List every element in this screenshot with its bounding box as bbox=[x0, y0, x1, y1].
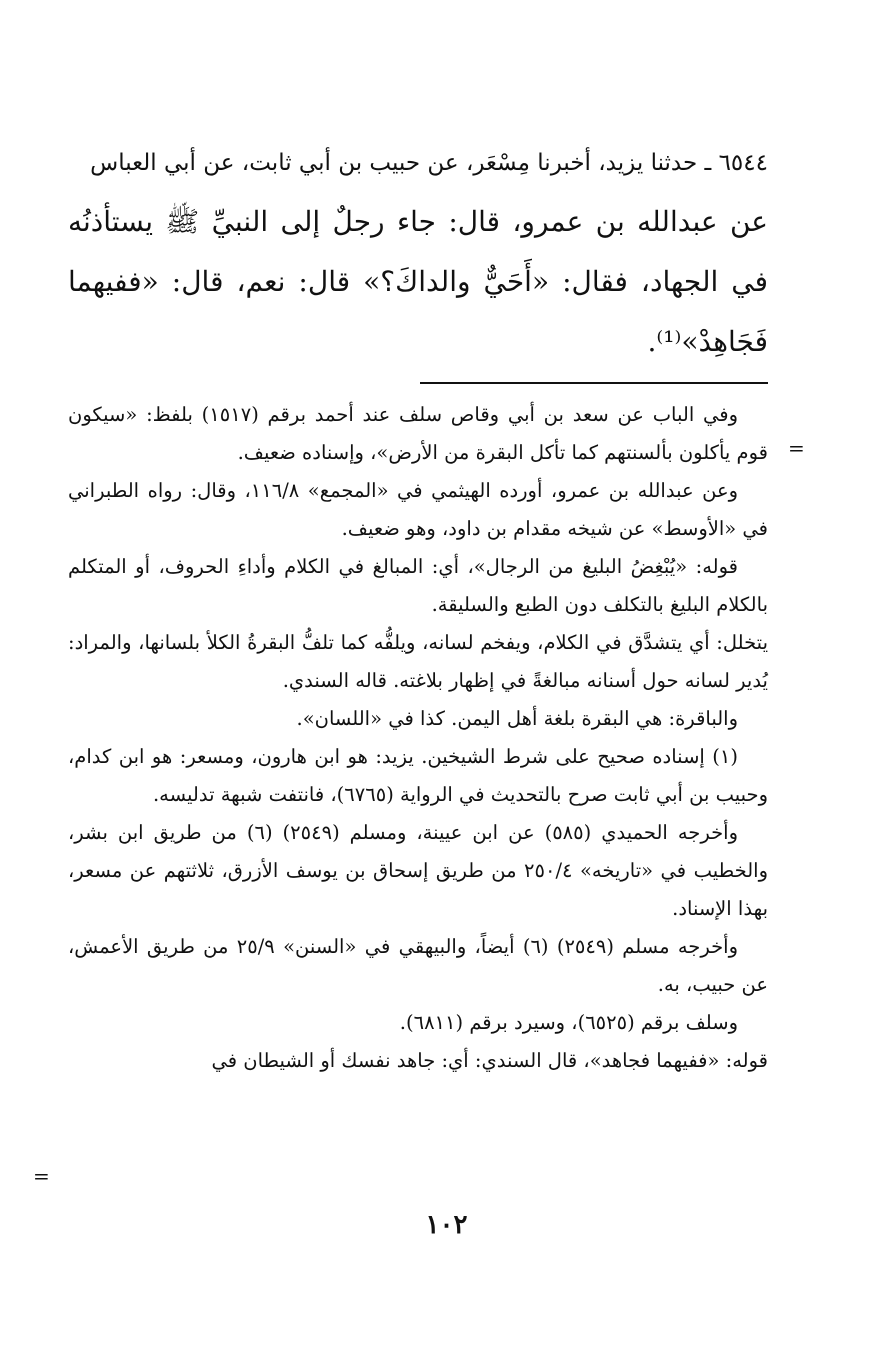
footnotes bbox=[68, 396, 768, 1080]
footnote-paragraph: يتخلل: أي يتشدَّق في الكلام، ويفخم لسانه، ويلفُّه كما تلفُّ البقرةُ الكلأ بلسانها، والمراد: يُدير لسانه حول أسنانه مبالغةً في إظهار بلاغته. قاله السندي. bbox=[68, 631, 768, 692]
footnote-paragraph: وعن عبدالله بن عمرو، أورده الهيثمي في «المجمع» ١١٦/٨، وقال: رواه الطبراني في «الأوسط» عن شيخه مقدام بن داود، وهو ضعيف. bbox=[68, 479, 768, 540]
hadith-chain: ٦٥٤٤ ـ حدثنا يزيد، أخبرنا مِسْعَر، عن حبيب بن أبي ثابت، عن أبي العباس bbox=[90, 150, 768, 176]
footnote-paragraph: قوله: «ففيهما فجاهد»، قال السندي: أي: جاهد نفسك أو الشيطان في bbox=[211, 1049, 768, 1072]
hadith-text: عن عبدالله بن عمرو، قال: جاء رجلٌ إلى النبيِّ ﷺ يستأذنُه في الجهاد، فقال: «أَحَيٌّ والداكَ؟» قال: نعم، قال: «ففيهما فَجَاهِدْ»⁽¹⁾. bbox=[68, 205, 768, 358]
footnote-paragraph: وفي الباب عن سعد بن أبي وقاص سلف عند أحمد برقم (١٥١٧) بلفظ: «سيكون قوم يأكلون بألسنتهم كما تأكل البقرة من الأرض»، وإسناده ضعيف. bbox=[68, 403, 768, 464]
footnote-paragraph: وأخرجه مسلم (٢٥٤٩) (٦) أيضاً، والبيهقي في «السنن» ٢٥/٩ من طريق الأعمش، عن حبيب، به. bbox=[68, 935, 768, 996]
continuation-mark: = bbox=[788, 436, 805, 460]
footnote-paragraph: قوله: «يُبْغِضُ البليغ من الرجال»، أي: المبالغ في الكلام وأداءِ الحروف، أو المتكلم بالكلام البليغ بالتكلف دون الطبع والسليقة. bbox=[68, 555, 768, 616]
footnote-paragraph: وأخرجه الحميدي (٥٨٥) عن ابن عيينة، ومسلم (٢٥٤٩) (٦) من طريق ابن بشر، والخطيب في «تاريخه» ٢٥٠/٤ من طريق إسحاق بن يوسف الأزرق، ثلاثتهم عن مسعر، بهذا الإسناد. bbox=[68, 821, 768, 920]
page-body bbox=[68, 140, 768, 1080]
continuation-mark: = bbox=[33, 1164, 50, 1188]
footnote-paragraph: وسلف برقم (٦٥٢٥)، وسيرد برقم (٦٨١١). bbox=[399, 1011, 738, 1034]
page-number: ١٠٢ bbox=[425, 1210, 468, 1240]
footnote-paragraph: (١) إسناده صحيح على شرط الشيخين. يزيد: هو ابن هارون، ومسعر: هو ابن كدام، وحبيب بن أبي ثابت صرح بالتحديث في الرواية (٦٧٦٥)، فانتفت شبهة تدليسه. bbox=[68, 745, 768, 806]
footnote-divider bbox=[420, 382, 768, 384]
footnote-paragraph: والباقرة: هي البقرة بلغة أهل اليمن. كذا في «اللسان». bbox=[296, 707, 738, 730]
